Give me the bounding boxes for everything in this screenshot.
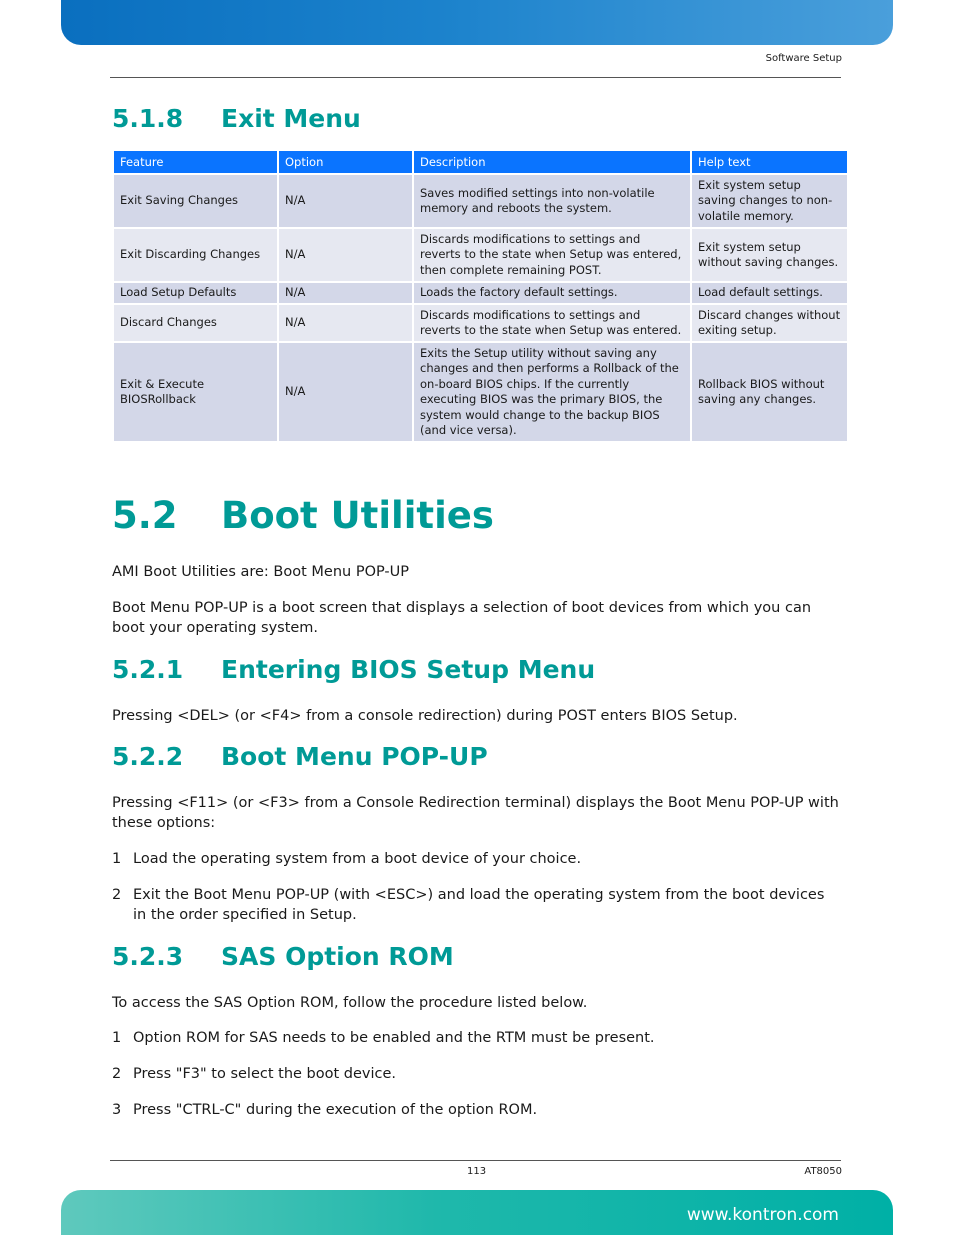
- cell-feature: Exit Discarding Changes: [114, 229, 277, 281]
- heading-boot-utilities: [112, 494, 494, 537]
- cell-description: Saves modified settings into non-volatile memory and reboots the system.: [414, 175, 690, 227]
- cell-help-text: Exit system setup without saving changes.: [692, 229, 847, 281]
- exit-menu-table: [112, 149, 849, 443]
- cell-description: Discards modifications to settings and reverts to the state when Setup was entered, then complete remaining POST.: [414, 229, 690, 281]
- heading-sas-option-rom: [112, 942, 454, 971]
- heading-number: 5.2.3: [112, 942, 184, 971]
- column-header-option: Option: [279, 151, 412, 173]
- list-item: [112, 885, 842, 925]
- top-banner: [61, 0, 893, 45]
- table-row: [114, 283, 847, 303]
- list-text: Option ROM for SAS needs to be enabled and the RTM must be present.: [133, 1030, 655, 1046]
- cell-description: Loads the factory default settings.: [414, 283, 690, 303]
- cell-option: N/A: [279, 175, 412, 227]
- heading-title: Exit Menu: [221, 104, 361, 133]
- list-number: 2: [112, 1066, 122, 1082]
- heading-number: 5.2.2: [112, 742, 184, 771]
- footer-divider: [110, 1160, 841, 1161]
- heading-number: 5.2: [112, 494, 178, 537]
- cell-help-text: Rollback BIOS without saving any changes.: [692, 343, 847, 441]
- cell-option: N/A: [279, 343, 412, 441]
- heading-title: Entering BIOS Setup Menu: [221, 655, 596, 684]
- paragraph: Boot Menu POP-UP is a boot screen that displays a selection of boot devices from which you can boot your operating system.: [112, 600, 812, 636]
- list-text: Exit the Boot Menu POP-UP (with <ESC>) and load the operating system from the boot devices in the order specified in Setup.: [133, 887, 825, 923]
- page-number: 113: [467, 1166, 487, 1177]
- cell-option: N/A: [279, 229, 412, 281]
- list-text: Load the operating system from a boot device of your choice.: [133, 851, 582, 867]
- paragraph: Pressing <DEL> (or <F4> from a console redirection) during POST enters BIOS Setup.: [112, 708, 738, 724]
- list-text: Press "F3" to select the boot device.: [133, 1066, 397, 1082]
- list-text: Press "CTRL-C" during the execution of the option ROM.: [133, 1102, 538, 1118]
- heading-title: Boot Menu POP-UP: [221, 742, 488, 771]
- column-header-help-text: Help text: [692, 151, 847, 173]
- paragraph: To access the SAS Option ROM, follow the procedure listed below.: [112, 995, 588, 1011]
- table-row: [114, 229, 847, 281]
- list-item: [112, 1064, 842, 1084]
- cell-option: N/A: [279, 283, 412, 303]
- cell-feature: Exit Saving Changes: [114, 175, 277, 227]
- cell-feature: Load Setup Defaults: [114, 283, 277, 303]
- document-id: AT8050: [804, 1166, 842, 1177]
- paragraph: AMI Boot Utilities are: Boot Menu POP-UP: [112, 564, 410, 580]
- heading-boot-menu-pop-up: [112, 742, 488, 771]
- cell-description: Exits the Setup utility without saving any changes and then performs a Rollback of the on-board BIOS chips. If the currently executing BIOS was the primary BIOS, the system would change to the backup BIOS (and vice versa).: [414, 343, 690, 441]
- table-row: [114, 343, 847, 441]
- list-number: 2: [112, 887, 122, 903]
- list-number: 3: [112, 1102, 122, 1118]
- list-item: [112, 1100, 842, 1120]
- table-header-row: [114, 151, 847, 173]
- website-link[interactable]: www.kontron.com: [686, 1205, 839, 1225]
- column-header-feature: Feature: [114, 151, 277, 173]
- heading-number: 5.2.1: [112, 655, 184, 684]
- cell-description: Discards modifications to settings and reverts to the state when Setup was entered.: [414, 305, 690, 341]
- heading-title: SAS Option ROM: [221, 942, 454, 971]
- list-number: 1: [112, 1030, 122, 1046]
- heading-title: Boot Utilities: [221, 494, 494, 537]
- cell-help-text: Discard changes without exiting setup.: [692, 305, 847, 341]
- column-header-description: Description: [414, 151, 690, 173]
- cell-feature: Exit & Execute BIOSRollback: [114, 343, 277, 441]
- paragraph: Pressing <F11> (or <F3> from a Console Redirection terminal) displays the Boot Menu POP-UP with these options:: [112, 795, 839, 831]
- cell-help-text: Load default settings.: [692, 283, 847, 303]
- list-item: [112, 1028, 842, 1048]
- bottom-banner: [61, 1190, 893, 1235]
- heading-number: 5.1.8: [112, 104, 184, 133]
- cell-option: N/A: [279, 305, 412, 341]
- table-row: [114, 305, 847, 341]
- cell-help-text: Exit system setup saving changes to non-volatile memory.: [692, 175, 847, 227]
- header-divider: [110, 77, 841, 78]
- table-row: [114, 175, 847, 227]
- heading-exit-menu: [112, 104, 361, 133]
- cell-feature: Discard Changes: [114, 305, 277, 341]
- heading-entering-bios-setup-menu: [112, 655, 595, 684]
- list-number: 1: [112, 851, 122, 867]
- header-section-name: Software Setup: [765, 53, 842, 64]
- list-item: [112, 849, 842, 869]
